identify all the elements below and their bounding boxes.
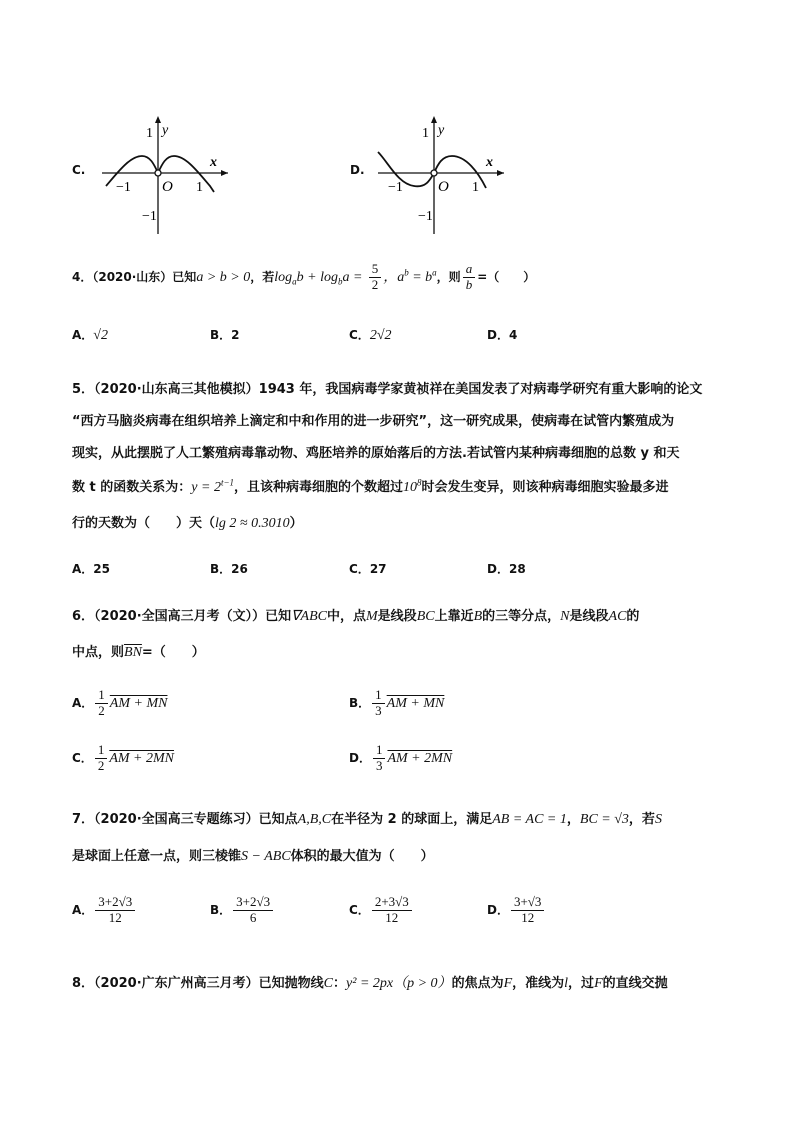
q5-option-a[interactable]: A．25 xyxy=(72,562,110,576)
x-tick-pos: 1 xyxy=(196,180,203,195)
q7-line-1: 7．（2020·全国高三专题练习）已知点A,B,C在半径为 2 的球面上，满足AB = AC = 1，BC = √3，若S xyxy=(72,812,662,827)
q6-option-a[interactable]: A． $\frac{1}{2}$ AM + MN xyxy=(72,687,168,718)
q7-option-c[interactable]: C． $\frac{2+3√3}{12}$ xyxy=(349,895,414,926)
y-tick-neg: −1 xyxy=(418,209,433,224)
y-tick-pos: 1 xyxy=(422,126,429,141)
q4-option-a[interactable]: A．√2 xyxy=(72,328,108,343)
x-tick-neg: −1 xyxy=(116,180,131,195)
q8-line-1: 8．（2020·广东广州高三月考）已知抛物线C：y² = 2px（p > 0）的焦点为F，准线为l，过F的直线交抛 xyxy=(72,976,668,991)
q4-option-c[interactable]: C．2√2 xyxy=(349,328,392,343)
q5-line-2: “西方马脑炎病毒在组织培养上滴定和中和作用的进一步研究”，这一研究成果，使病毒在试管内繁殖成为 xyxy=(72,414,675,429)
q7-option-a[interactable]: A． $\frac{3+2√3}{12}$ xyxy=(72,895,137,926)
x-axis-label: x xyxy=(210,155,217,170)
q7-line-2: 是球面上任意一点，则三棱锥S − ABC体积的最大值为（ ） xyxy=(72,849,434,864)
q7-option-b[interactable]: B． $\frac{3+2√3}{6}$ xyxy=(210,895,275,926)
q5-option-b[interactable]: B．26 xyxy=(210,562,248,576)
q5-option-d[interactable]: D．28 xyxy=(487,562,526,576)
q7-option-d[interactable]: D． $\frac{3+√3}{12}$ xyxy=(487,895,546,926)
q6-line-2: 中点，则$\overline{BN}=$（ ） xyxy=(72,645,205,660)
q5-option-c[interactable]: C．27 xyxy=(349,562,387,576)
option-c-label: C. xyxy=(72,163,86,177)
q6-line-1: 6．（2020·全国高三月考（文））已知∇ABC中，点M是线段BC上靠近B的三等分点，N是线段AC的 xyxy=(72,609,640,624)
question-4-stem: 4．（2020·山东）已知a > b > 0，若$\log_ab + \log_ba$ = $\frac{5}{2}$ ，$a^b = b^a$，则 $\frac{a}{b}$ =（ ） xyxy=(72,261,536,292)
q5-line-4: 数 t 的函数关系为：$y = 2^{t-1}$，且该种病毒细胞的个数超过$10^8$时会发生变异，则该种病毒细胞实验最多进 xyxy=(72,477,669,495)
y-tick-pos: 1 xyxy=(146,126,153,141)
q4-option-b[interactable]: B．2 xyxy=(210,328,240,342)
option-d-label: D. xyxy=(350,163,365,177)
q6-option-d[interactable]: D． $\frac{1}{3}$ AM + 2MN xyxy=(349,742,453,773)
y-axis-label: y xyxy=(438,123,445,138)
q4-option-d[interactable]: D．4 xyxy=(487,328,518,342)
graph-option-c xyxy=(98,112,234,236)
x-axis-label: x xyxy=(486,155,493,170)
origin-label: O xyxy=(438,179,449,195)
q5-line-5: 行的天数为（ ）天（lg 2 ≈ 0.3010） xyxy=(72,516,303,531)
graph-option-d xyxy=(374,112,510,236)
x-tick-neg: −1 xyxy=(388,180,403,195)
q5-line-3: 现实，从此摆脱了人工繁殖病毒靠动物、鸡胚培养的原始落后的方法.若试管内某种病毒细胞的总数 y 和天 xyxy=(72,446,680,461)
q5-line-1: 5．（2020·山东高三其他模拟）1943 年，我国病毒学家黄祯祥在美国发表了对病毒学研究有重大影响的论文 xyxy=(72,382,703,397)
q6-option-b[interactable]: B． $\frac{1}{3}$ AM + MN xyxy=(349,687,445,718)
q6-option-c[interactable]: C． $\frac{1}{2}$ AM + 2MN xyxy=(72,742,174,773)
y-axis-label: y xyxy=(162,123,169,138)
origin-label: O xyxy=(162,179,173,195)
y-tick-neg: −1 xyxy=(142,209,157,224)
x-tick-pos: 1 xyxy=(472,180,479,195)
